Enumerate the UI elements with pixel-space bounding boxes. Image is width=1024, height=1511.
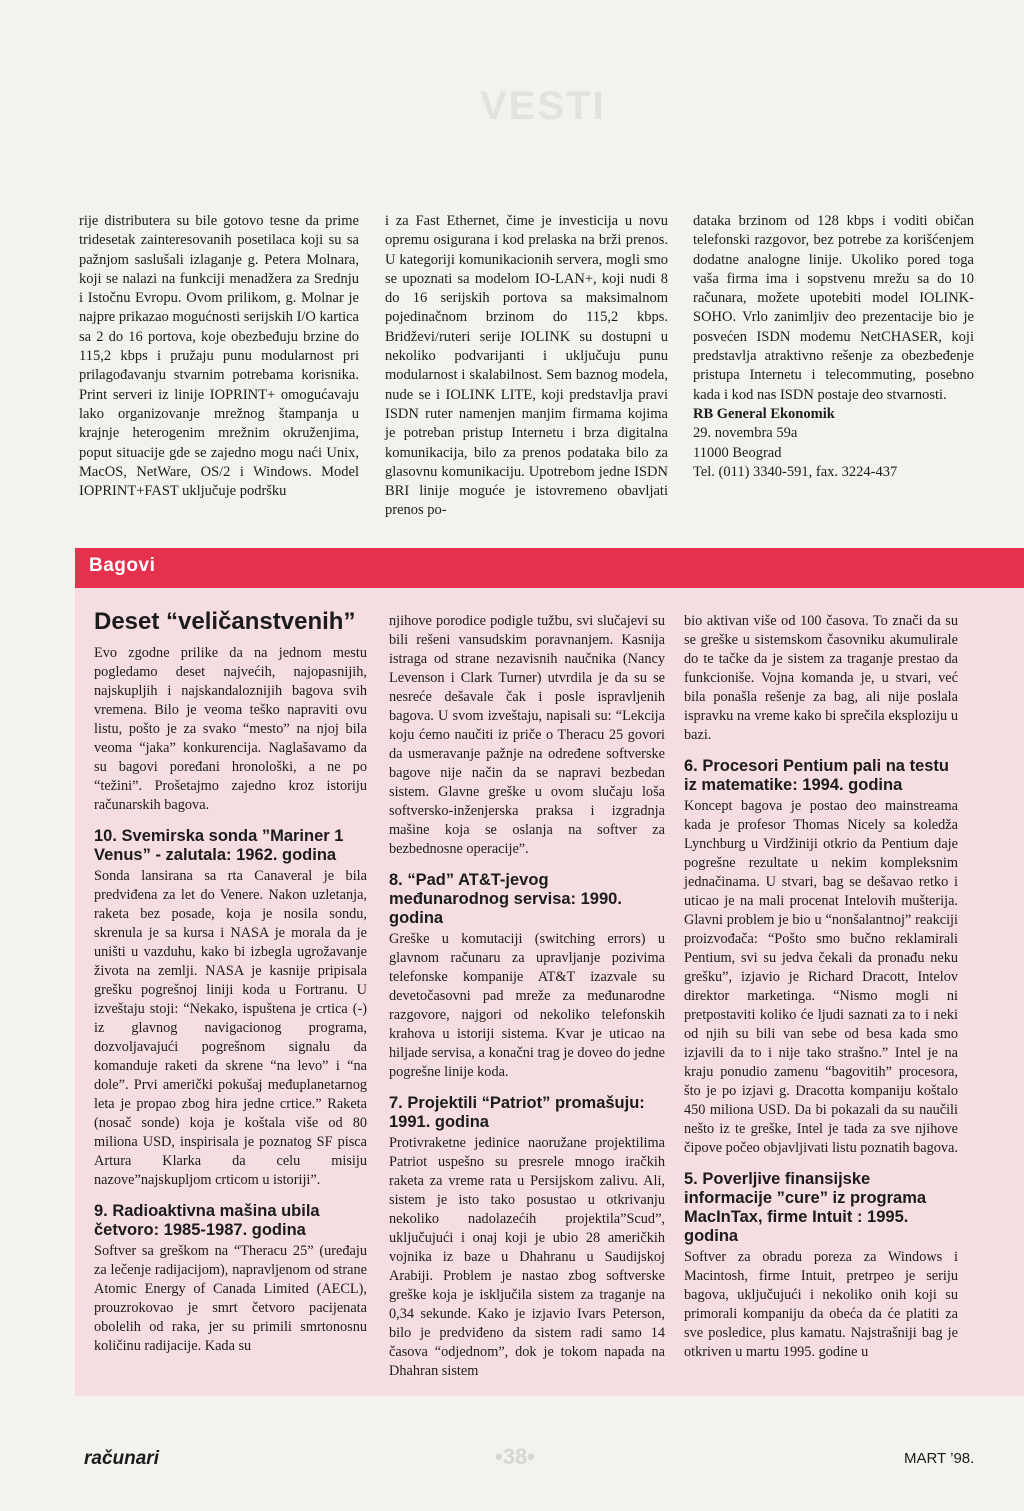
top-column-1 [79,212,359,501]
top-column-text: dataka brzinom od 128 kbps i voditi običan telefonski razgovor, bez potrebe za korišćenjem dodatne analogne linije. Ukoliko pored toga vaša firma ima i sopstvenu mrežu sa do 10 računara, možete upotebiti model IOLINK-SOHO. Vrlo zanimljiv deo prezentacije bio je posvećen ISDN modemu NetCHASER, koji predstavlja atraktivno rešenje za obezbeđenje pristupa Internetu i telecommuting, posebno kada i kod nas ISDN postaje deo stvarnosti. [693,213,974,403]
top-column-text: i za Fast Ethernet, čime je investicija u novu opremu osigurana i kod prelaska na brži prenos. U kategoriji komunikacionih servera, mogli smo se upoznati sa modelom IO-LAN+, koji nudi 8 do 16 serijskih portova sa maksimalnom pojedinačnom brzinom do 115,2 kbps. Bridževi/ruteri serije IOLINK su dostupni u nekoliko podvarijanti i uključuju punu modularnost i skalabilnost. Sem baznog modela, nude se i IOLINK LITE, koji predstavlja pravi ISDN ruter namenjen manjim firmama kojima je potreban pristup Internetu i brza digitalna komunikacija, bilo za prenos podataka bilo za glasovnu komunikaciju. Upotrebom jedne ISDN BRI linije moguće je istovremeno obavljati prenos po- [385,213,668,519]
section-band [75,548,1024,588]
heading-7: 7. Projektili “Patriot” promašuju: 1991. godina [389,1094,645,1131]
section-watermark: VESTI [480,84,606,128]
top-column-text: rije distributera su bile gotovo tesne da prime tridesetak zainteresovanih posetilaca koji su sa pažnjom saslušali izlaganje g. Petera Molnara, koji se nalazi na funkciji menadžera za Srednju i Istočnu Evropu. Ovom prilikom, g. Molnar je najpre prikazao mogućnosti serijskih I/O kartica sa 2 do 16 portova, koje obezbeđuju brzine do 115,2 kbps i pružaju punu modularnost pri prilagođavanju stvarnim potrebama korisnika. Print serveri iz linije IOPRINT+ omogućavaju lako organizovanje mrežnog štampanja u krajnje heterogenim mrežnim okruženjima, poput situacije gde se zajedno mogu naći Unix, MacOS, NetWare, OS/2 i Windows. Model IOPRINT+FAST uključuje podršku [79,213,359,500]
paragraph-9-cont: njihove porodice podigle tužbu, svi slučajevi su bili rešeni vansudskim poravnanjem. Kasnija istraga od strane nezavisnih naučnika (Nancy Levenson i Clark Turner) utvrdila je da su se nesreće dešavale čak i posle ispravljenih bagova. U svom izveštaju, napisali su: “Lekcija koju ćemo naučiti iz priče o Theracu 25 govori da usmeravanje pažnje na određene softverske bagove nije način da se napravi bezbedan sistem. Glavne greške u ovom slučaju loša softversko-inženjerska praksa i izgradnja mašine koja se oslanja na softver za bezbednosne operacije”. [389,613,665,857]
heading-8: 8. “Pad” AT&T-jevog međunarodnog servisa: 1990. godina [389,871,622,927]
footer-issue: MART ’98. [904,1450,975,1467]
contact-phone: Tel. (011) 3340-591, fax. 3224-437 [693,463,898,480]
article-column-2 [389,612,665,1381]
article-column-3 [684,612,958,1362]
article-intro: Evo zgodne prilike da na jednom mestu pogledamo deset najvećih, najopasnijih, najskupljih i najskandaloznijih bagova svih vremena. Bilo je veoma teško napraviti ovu listu, pošto je za svako “mesto” na njoj bila veoma “jaka” konkurencija. Naglašavamo da su bagovi poređani hronološki, a ne po “težini”. Prošetajmo zajedno kroz istoriju računarskih bagova. [94,645,367,813]
paragraph-6: Koncept bagova je postao deo mainstreama kada je profesor Thomas Nicely sa koledža Lynchburg u Virdžiniji otkrio da Pentium daje pogrešne rezultate u nekim kompleksnim jednačinama. U stvari, bag se dešavao retko i uticao je na mali procenat Intelovih mušterija. Glavni problem je bio u “nonšalantnoj” reakciji proizvođača: “Pošto smo bučno reklamirali Pentium, svi su jedva čekali da pronađu neku grešku”, izjavio je Richard Dracott, Intelov direktor marketinga. “Nismo mogli ni pretpostaviti koliko će ljudi saznati za to i neki od njih su bili van sebe od besa kada smo izjavili da to i nije tako strašno.” Intel je na kraju ponudio zamenu “bagovitih” procesora, što je po izjavi g. Dracotta kompaniju koštalo 450 miliona USD. Da bi pokazali da su naučili nešto iz te greške, Intel je tada za sve njihove čipove počeo objavljivati listu poznatih bagova. [684,798,958,1156]
article-title: Deset “veličanstvenih” [94,608,356,635]
contact-city: 11000 Beograd [693,444,782,461]
paragraph-9: Softver sa greškom na “Theracu 25” (uređaju za lečenje radijacijom), napravljenom od strane Atomic Energy of Canada Limited (AECL), prouzrokovao je smrt četvoro pacijenata obolelih od raka, jer su primili smrtonosnu količinu radijacije. Kada su [94,1243,367,1354]
heading-6: 6. Procesori Pentium pali na testu iz matematike: 1994. godina [684,757,949,794]
heading-10: 10. Svemirska sonda ”Mariner 1 Venus” - zalutala: 1962. godina [94,827,344,864]
contact-block [693,405,974,482]
footer-page-number: •38• [495,1444,535,1469]
paragraph-8: Greške u komutaciji (switching errors) u glavnom računaru za upravljanje pozivima telefonske kompanije AT&T izazvale su devetočasovni pad mreže za međunarodne razgovore, najgori od nekoliko telefonskih krahova u istoriji sistema. Kvar je uticao na hiljade servisa, a konačni trag je doveo do jedne pogrešne linije koda. [389,931,665,1080]
paragraph-7: Protivraketne jedinice naoružane projektilima Patriot uspešno su presrele mnogo iračkih raketa za vreme rata u Persijskom zalivu. Ali, sistem je isto tako posustao u otkrivanju nekoliko nadolazećih projektila”Scud”, uključujući i onaj koji je ubio 28 američkih vojnika iz baze u Dhahranu u Saudijskoj Arabiji. Problem je nastao zbog softverske greške koja je isključila sistem za traganje na 0,34 sekunde. Kako je izjavio Ivars Peterson, bilo je predviđeno da sistem radi samo 14 časova “odjednom”, dok je tokom napada na Dhahran sistem [389,1135,665,1379]
contact-company: RB General Ekonomik [693,405,835,422]
section-band-label: Bagovi [89,555,156,576]
top-column-2 [385,212,668,521]
footer-magazine-name: računari [84,1448,159,1469]
top-column-3 [693,212,974,482]
paragraph-7-cont: bio aktivan više od 100 časova. To znači da su se greške u sistemskom časovniku akumulirale do te tačke da je sistem za traganje prestao da funkcioniše. Vojna komanda je, u stvari, već bila ponašla rešenje za bag, ali nije poslala ispravku na vreme kako bi sprečila eksploziju u bazi. [684,613,958,743]
contact-street: 29. novembra 59a [693,425,798,442]
article-column-1 [94,594,367,1356]
heading-9: 9. Radioaktivna mašina ubila četvoro: 1985-1987. godina [94,1202,320,1239]
heading-5: 5. Poverljive finansijske informacije ”cure” iz programa MacInTax, firme Intuit : 1995. godina [684,1170,927,1245]
paragraph-5: Softver za obradu poreza za Windows i Macintosh, firme Intuit, pretrpeo je seriju bagova, uključujući i nekoliko onih koji su primorali kompaniju da obeća da će platiti za sve posledice, plus kamatu. Najstrašniji bag je otkriven u martu 1995. godine u [684,1249,958,1360]
paragraph-10: Sonda lansirana sa rta Canaveral je bila predviđena za let do Venere. Nakon uzletanja, raketa bez posade, koja je nosila sondu, skrenula je sa kursa i NASA je morala da je uništi u vazduhu, kako bi izbegla ugrožavanje života na zemlji. NASA je kasnije pripisala grešku pogrešnoj liniji koda u Fortranu. U izveštaju stoji: “Nekako, ispuštena je crtica (-) iz glavnog navigacionog programa, dozvoljavajući pogrešnom signalu da komanduje raketi da skrene “na levo” i “na dole”. Prvi američki pokušaj međuplanetarnog leta je propao zbog hira jedne crtice.” Raketa (nosač sonde) koja je koštala više od 80 miliona USD, inspirisala je poznatog SF pisca Artura Klarka da celu misiju nazove”najskupljom crticom u istoriji”. [94,868,367,1188]
